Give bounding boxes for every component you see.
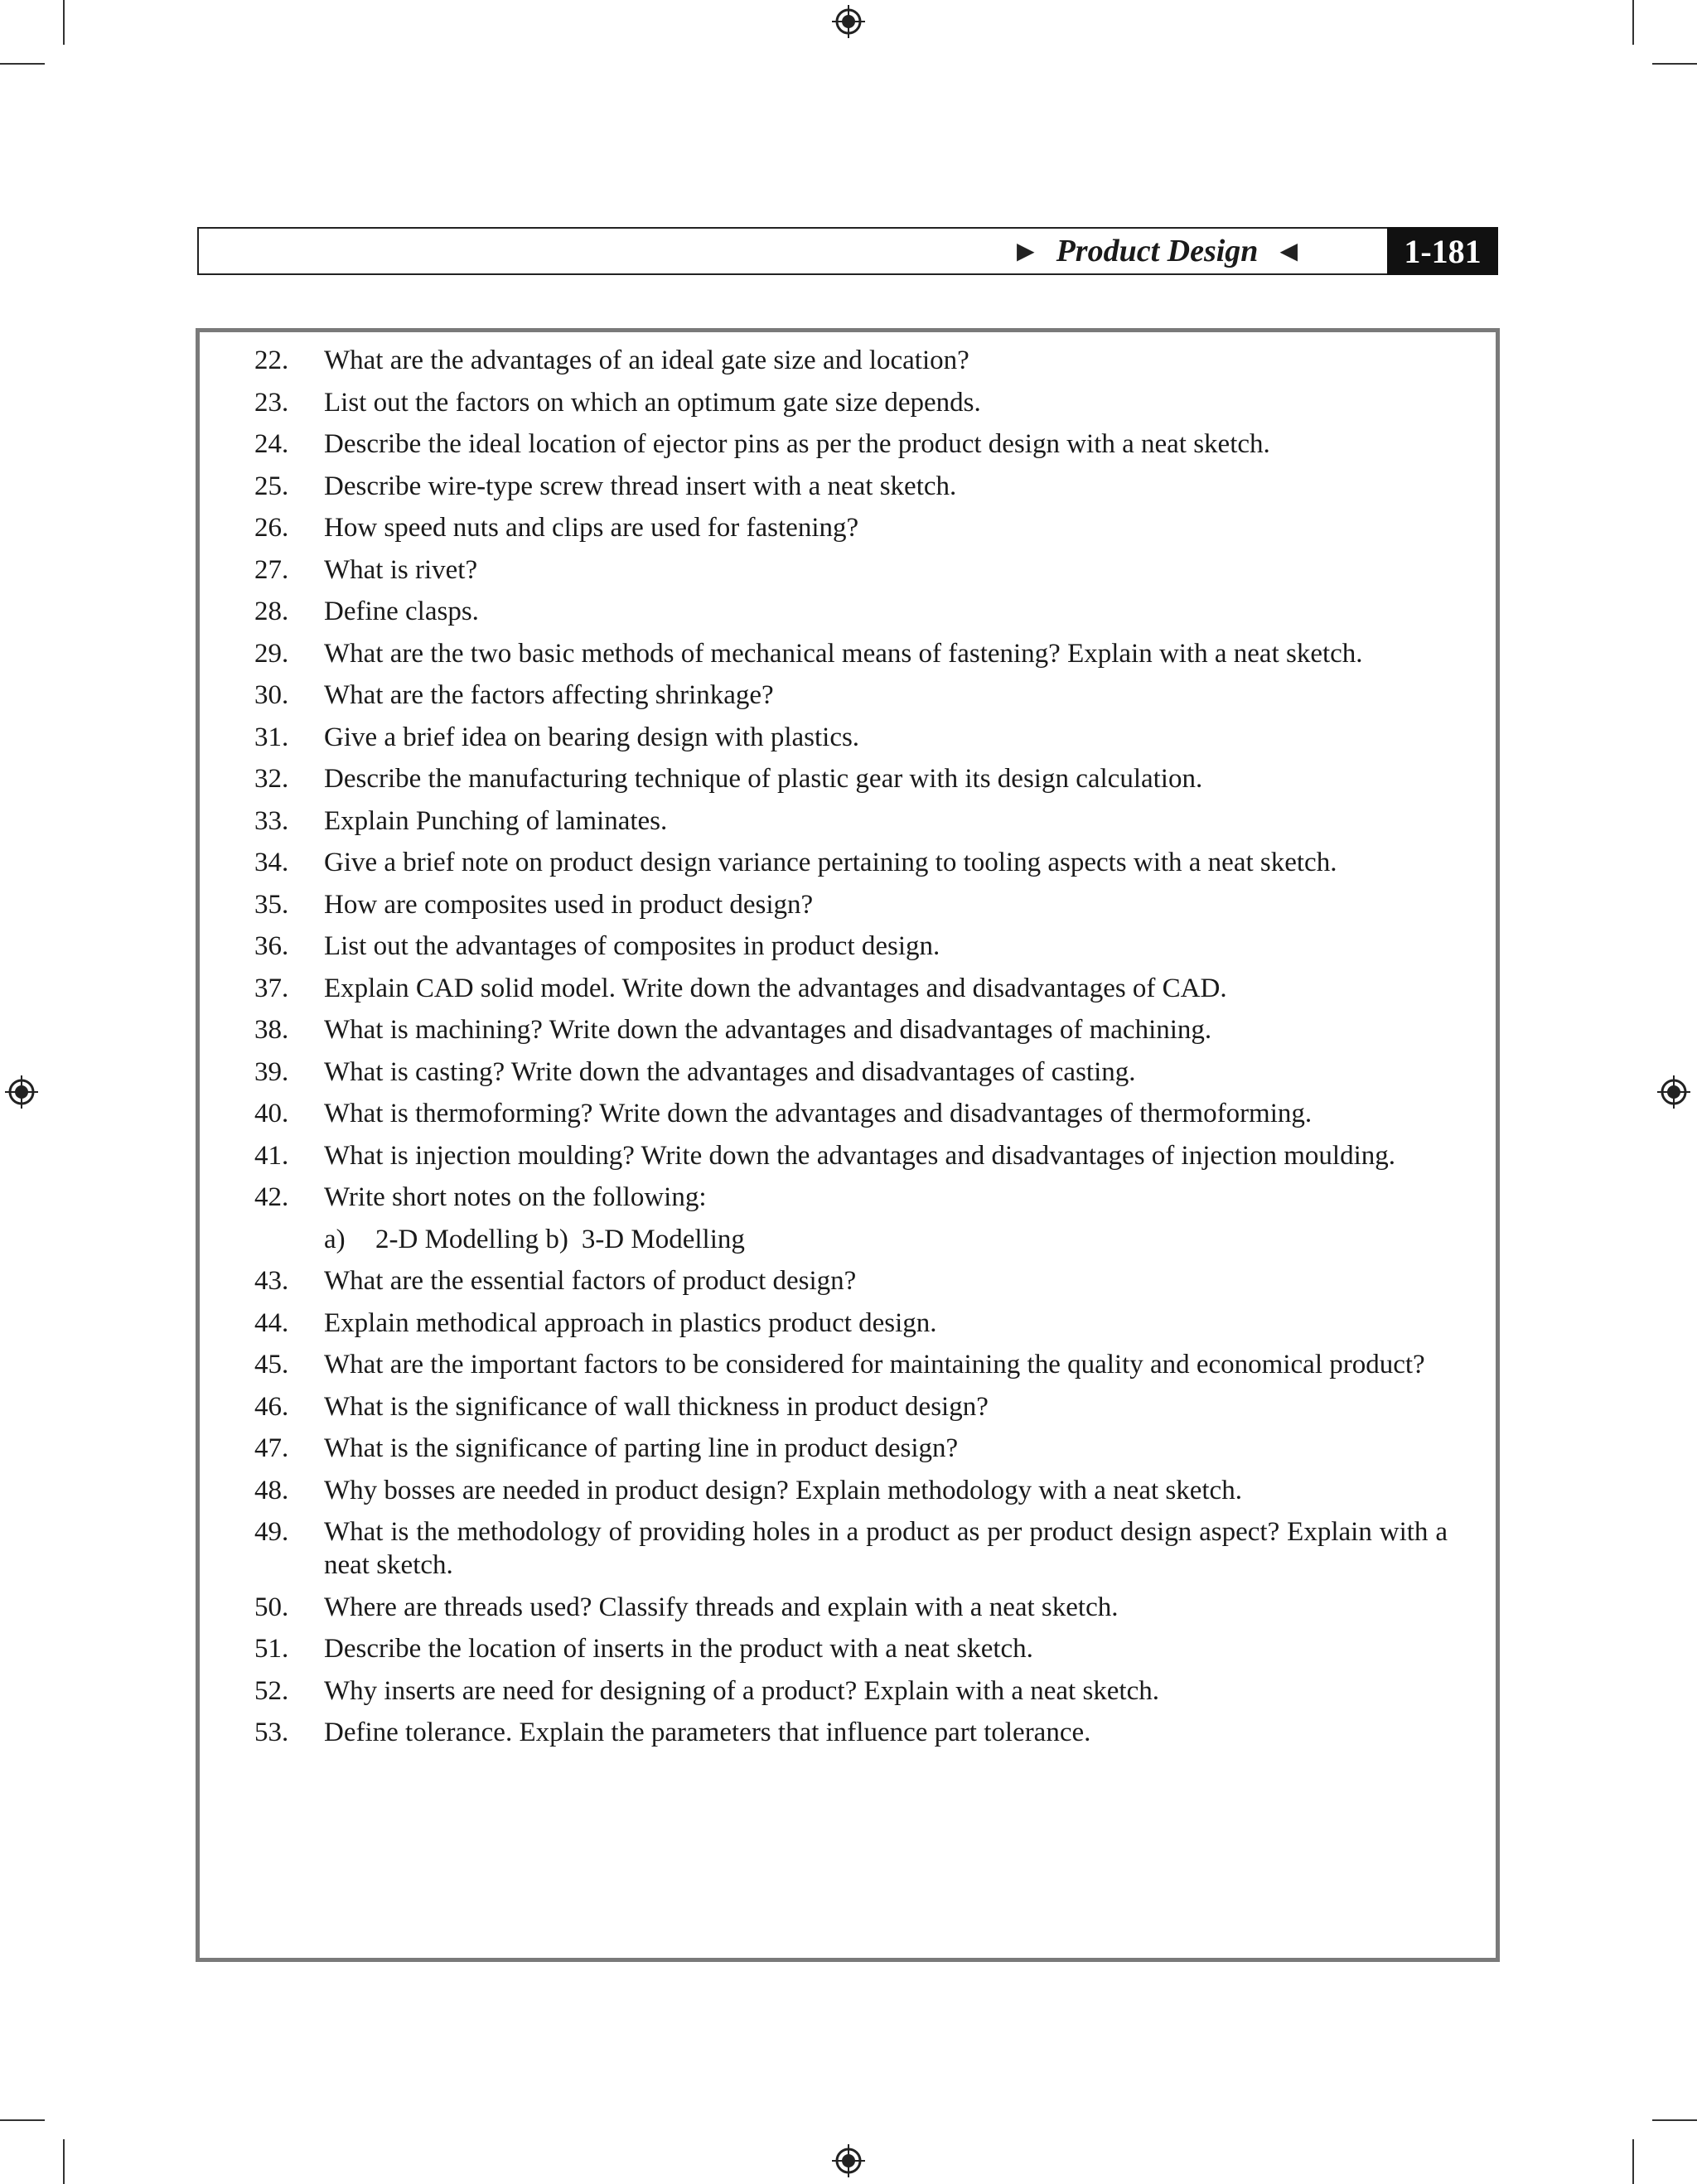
question-item bbox=[254, 1716, 1448, 1749]
question-item bbox=[254, 805, 1448, 838]
question-text: How are composites used in product design? bbox=[324, 889, 814, 920]
question-text: What is casting? Write down the advantages and disadvantages of casting. bbox=[324, 1056, 1136, 1087]
question-item bbox=[254, 386, 1448, 419]
question-text: Define tolerance. Explain the parameters that influence part tolerance. bbox=[324, 1718, 1091, 1747]
question-number: 32. bbox=[254, 764, 289, 794]
registration-mark-icon bbox=[5, 1075, 38, 1109]
question-item bbox=[254, 553, 1448, 587]
question-number: 44. bbox=[254, 1307, 289, 1338]
question-number: 25. bbox=[254, 471, 289, 501]
question-text: What is the methodology of providing holes in a product as per product design aspect? Explain with a neat sketch. bbox=[324, 1517, 1448, 1580]
question-text: What is rivet? bbox=[324, 554, 478, 585]
question-number: 37. bbox=[254, 973, 289, 1003]
question-text: Give a brief idea on bearing design with plastics. bbox=[324, 722, 860, 752]
crop-mark bbox=[1652, 63, 1697, 65]
question-item bbox=[254, 344, 1448, 377]
question-text: What is machining? Write down the advantages and disadvantages of machining. bbox=[324, 1015, 1212, 1045]
question-text: Why inserts are need for designing of a product? Explain with a neat sketch. bbox=[324, 1675, 1159, 1706]
question-text: Where are threads used? Classify threads and explain with a neat sketch. bbox=[324, 1592, 1119, 1622]
question-number: 45. bbox=[254, 1350, 289, 1379]
crop-mark bbox=[63, 0, 65, 45]
question-item bbox=[254, 1307, 1448, 1340]
question-number: 22. bbox=[254, 345, 289, 375]
question-number: 40. bbox=[254, 1099, 289, 1128]
question-text: What are the two basic methods of mechanical means of fastening? Explain with a neat sketch. bbox=[324, 638, 1363, 669]
question-number: 36. bbox=[254, 931, 289, 961]
question-text: Describe the location of inserts in the product with a neat sketch. bbox=[324, 1634, 1033, 1664]
question-text: Describe wire-type screw thread insert with a neat sketch. bbox=[324, 471, 957, 501]
question-text: Write short notes on the following: bbox=[324, 1182, 707, 1212]
question-item bbox=[254, 1056, 1448, 1089]
question-number: 24. bbox=[254, 429, 289, 459]
sub-item-label: a) bbox=[324, 1224, 346, 1254]
question-item bbox=[254, 721, 1448, 754]
question-text: Why bosses are needed in product design? Explain methodology with a neat sketch. bbox=[324, 1475, 1242, 1505]
question-number: 33. bbox=[254, 805, 289, 836]
question-text: List out the factors on which an optimum gate size depends. bbox=[324, 387, 981, 418]
questions-box bbox=[196, 328, 1500, 1962]
question-number: 35. bbox=[254, 889, 289, 920]
question-list bbox=[254, 344, 1448, 1758]
question-number: 48. bbox=[254, 1475, 289, 1505]
question-number: 47. bbox=[254, 1433, 289, 1463]
triangle-left-icon: ◀ bbox=[1279, 237, 1298, 264]
question-item bbox=[254, 1264, 1448, 1297]
question-item bbox=[254, 888, 1448, 921]
question-item bbox=[254, 428, 1448, 461]
question-text: What are the essential factors of product design? bbox=[324, 1266, 857, 1296]
question-text: Explain Punching of laminates. bbox=[324, 805, 668, 836]
crop-mark bbox=[63, 2139, 65, 2184]
question-text: What are the important factors to be considered for maintaining the quality and economical product? bbox=[324, 1350, 1425, 1379]
question-text: How speed nuts and clips are used for fastening? bbox=[324, 513, 859, 543]
question-number: 27. bbox=[254, 554, 289, 585]
question-text: What are the advantages of an ideal gate size and location? bbox=[324, 345, 969, 375]
question-item bbox=[254, 1674, 1448, 1708]
question-item bbox=[254, 1474, 1448, 1507]
question-item bbox=[254, 1390, 1448, 1423]
sub-item-text: 3-D Modelling bbox=[581, 1224, 745, 1254]
question-text: Describe the manufacturing technique of plastic gear with its design calculation. bbox=[324, 764, 1203, 794]
question-number: 49. bbox=[254, 1517, 289, 1547]
question-text: Explain CAD solid model. Write down the advantages and disadvantages of CAD. bbox=[324, 973, 1227, 1003]
question-number: 31. bbox=[254, 722, 289, 752]
registration-mark-icon bbox=[832, 2144, 865, 2177]
question-number: 26. bbox=[254, 513, 289, 543]
question-item bbox=[254, 972, 1448, 1005]
page-number: 1-181 bbox=[1387, 227, 1498, 275]
question-text: Describe the ideal location of ejector pins as per the product design with a neat sketch. bbox=[324, 429, 1270, 459]
question-item bbox=[254, 595, 1448, 628]
question-item bbox=[254, 1591, 1448, 1624]
header-title: Product Design bbox=[1056, 234, 1259, 268]
crop-mark bbox=[1632, 2139, 1634, 2184]
triangle-right-icon: ▶ bbox=[1017, 237, 1035, 264]
header-title-group bbox=[1017, 229, 1298, 273]
question-number: 29. bbox=[254, 638, 289, 669]
question-text: What are the factors affecting shrinkage? bbox=[324, 680, 774, 710]
question-item bbox=[254, 1348, 1448, 1381]
question-text: Explain methodical approach in plastics product design. bbox=[324, 1307, 937, 1338]
registration-mark-icon bbox=[1657, 1075, 1690, 1109]
question-text: What is the significance of parting line in product design? bbox=[324, 1433, 959, 1463]
registration-mark-icon bbox=[832, 5, 865, 38]
question-number: 52. bbox=[254, 1675, 289, 1706]
question-number: 43. bbox=[254, 1266, 289, 1296]
question-item bbox=[254, 762, 1448, 795]
question-number: 50. bbox=[254, 1592, 289, 1622]
question-text: Define clasps. bbox=[324, 597, 479, 626]
crop-mark bbox=[1652, 2119, 1697, 2121]
question-sub-items bbox=[254, 1223, 1448, 1256]
question-item bbox=[254, 930, 1448, 963]
crop-mark bbox=[1632, 0, 1634, 45]
question-number: 28. bbox=[254, 597, 289, 626]
question-item bbox=[254, 1097, 1448, 1130]
sub-item-text: 2-D Modelling b) bbox=[375, 1224, 568, 1254]
question-text: What is injection moulding? Write down the advantages and disadvantages of injection moulding. bbox=[324, 1140, 1396, 1171]
question-number: 30. bbox=[254, 680, 289, 710]
question-number: 23. bbox=[254, 387, 289, 418]
crop-mark bbox=[0, 2119, 45, 2121]
question-number: 41. bbox=[254, 1140, 289, 1171]
question-item bbox=[254, 1139, 1448, 1172]
question-text: Give a brief note on product design variance pertaining to tooling aspects with a neat sketch. bbox=[324, 848, 1337, 877]
question-item bbox=[254, 1632, 1448, 1665]
question-item bbox=[254, 1013, 1448, 1046]
question-item bbox=[254, 1515, 1448, 1582]
question-item bbox=[254, 1181, 1448, 1214]
question-number: 53. bbox=[254, 1718, 289, 1747]
question-item bbox=[254, 1432, 1448, 1465]
running-header bbox=[197, 227, 1498, 275]
question-item bbox=[254, 637, 1448, 670]
question-item bbox=[254, 846, 1448, 879]
question-item bbox=[254, 511, 1448, 544]
question-text: List out the advantages of composites in product design. bbox=[324, 931, 940, 961]
question-item bbox=[254, 679, 1448, 712]
question-number: 42. bbox=[254, 1182, 289, 1212]
question-text: What is the significance of wall thickness in product design? bbox=[324, 1391, 989, 1422]
question-text: What is thermoforming? Write down the advantages and disadvantages of thermoforming. bbox=[324, 1099, 1313, 1128]
crop-mark bbox=[0, 63, 45, 65]
question-number: 51. bbox=[254, 1634, 289, 1664]
question-item bbox=[254, 470, 1448, 503]
question-number: 39. bbox=[254, 1056, 289, 1087]
question-number: 38. bbox=[254, 1015, 289, 1045]
question-number: 34. bbox=[254, 848, 289, 877]
question-number: 46. bbox=[254, 1391, 289, 1422]
